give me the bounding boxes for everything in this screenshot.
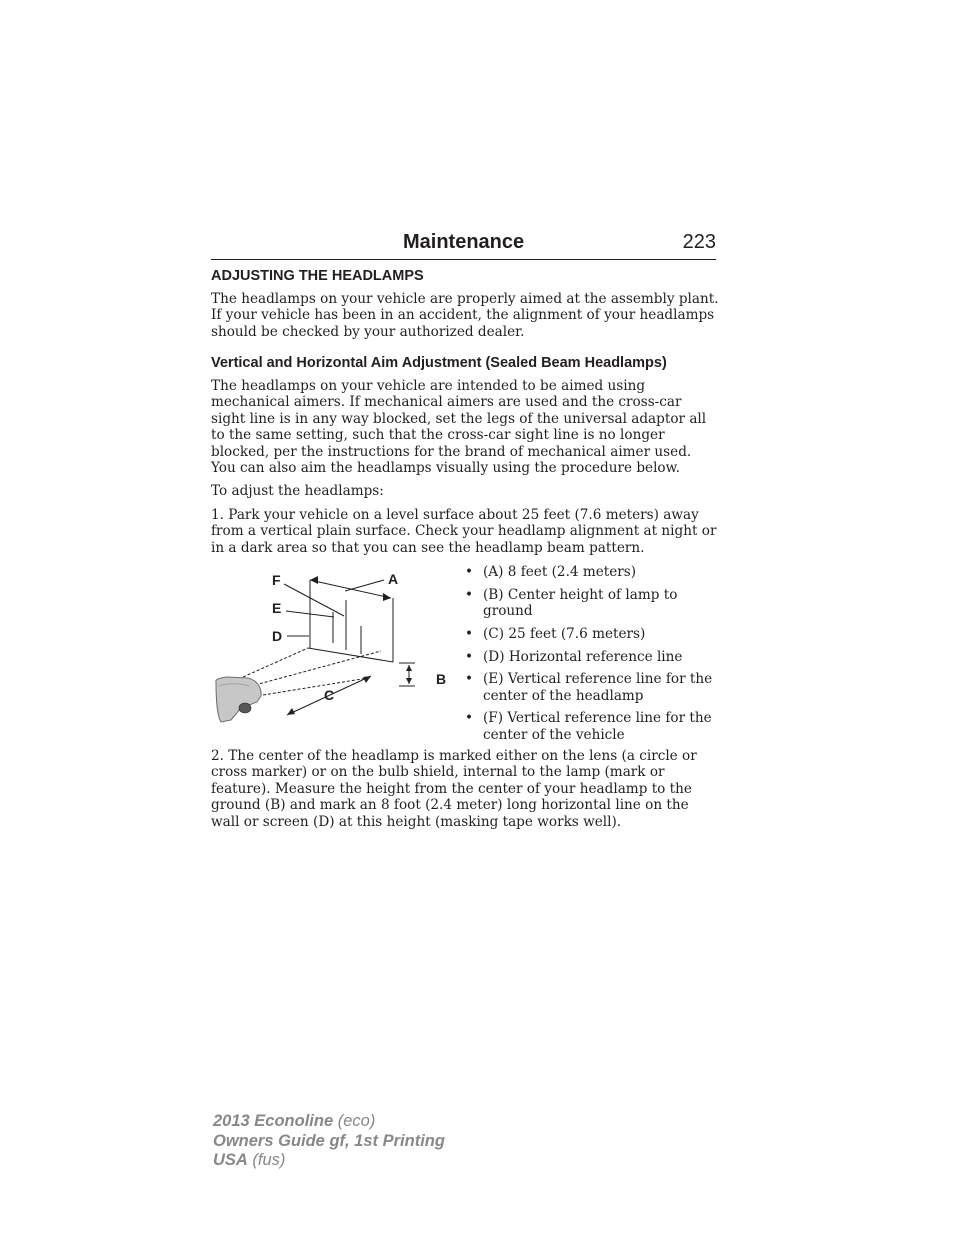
footer-model: 2013 Econoline: [213, 1112, 334, 1130]
subsection-heading: Vertical and Horizontal Aim Adjustment (Sealed Beam Headlamps): [211, 355, 667, 371]
legend-item: • (B) Center height of lamp to ground: [463, 587, 719, 620]
footer-line-3: [213, 1151, 445, 1171]
footer-model-code: (eco): [333, 1112, 376, 1130]
label-c: C: [324, 687, 335, 703]
beam-line-upper: [243, 648, 308, 677]
arrowhead-b-down: [406, 678, 412, 684]
step-1-paragraph: 1. Park your vehicle on a level surface about 25 feet (7.6 meters) away from a vertical plain surface. Check your headlamp alignment at night or in a dark area so that you can see the headlamp beam pattern.: [211, 507, 717, 556]
legend-item: • (C) 25 feet (7.6 meters): [463, 626, 719, 642]
label-e: E: [272, 600, 282, 616]
headlamp-aim-diagram: [213, 568, 458, 726]
footer-line-1: [213, 1112, 445, 1132]
legend-item: • (F) Vertical reference line for the center of the vehicle: [463, 710, 719, 743]
arrowhead-b-up: [406, 665, 412, 671]
label-d: D: [272, 628, 283, 644]
legend-item: • (A) 8 feet (2.4 meters): [463, 564, 719, 580]
leader-a: [345, 580, 384, 591]
legend-item: • (D) Horizontal reference line: [463, 649, 719, 665]
page-header: [211, 229, 716, 260]
footer-line-2: [213, 1132, 445, 1152]
diagram-legend: [463, 564, 719, 749]
page-footer: [213, 1112, 445, 1171]
arrowhead-a: [383, 593, 391, 601]
page-number: 223: [682, 231, 716, 253]
section-heading: ADJUSTING THE HEADLAMPS: [211, 268, 424, 284]
to-adjust-text: To adjust the headlamps:: [211, 483, 384, 499]
arrowhead-a-start: [310, 576, 318, 584]
label-b: B: [436, 671, 447, 687]
screen-base-line: [308, 648, 393, 662]
leader-f: [284, 584, 344, 616]
footer-market: USA: [213, 1151, 248, 1169]
label-a: A: [388, 571, 399, 587]
beam-line-lower: [263, 678, 368, 695]
label-f: F: [272, 572, 281, 588]
headlamp-icon: [239, 703, 251, 713]
footer-market-code: (fus): [247, 1151, 286, 1169]
aimers-paragraph: The headlamps on your vehicle are intended to be aimed using mechanical aimers. If mechanical aimers are used and the cross-car sight line is in any way blocked, set the legs of the universal adaptor all to the same setting, such that the cross-car sight line is no longer blocked, per the instructions for the brand of mechanical aimer used. You can also aim the headlamps visually using the procedure below.: [211, 378, 707, 477]
vehicle-icon: [216, 677, 261, 722]
footer-printing: Owners Guide gf, 1st Printing: [213, 1131, 445, 1150]
intro-paragraph: The headlamps on your vehicle are properly aimed at the assembly plant. If your vehicle has been in an accident, the alignment of your headlamps should be checked by your authorized dealer.: [211, 291, 719, 340]
section-title: Maintenance: [403, 231, 525, 253]
legend-item: • (E) Vertical reference line for the center of the headlamp: [463, 671, 719, 704]
step-2-paragraph: 2. The center of the headlamp is marked either on the lens (a circle or cross marker) or on the bulb shield, internal to the lamp (mark or feature). Measure the height from the center of your headlamp to the ground (B) and mark an 8 foot (2.4 meter) long horizontal line on the wall or screen (D) at this height (masking tape works well).: [211, 748, 697, 830]
